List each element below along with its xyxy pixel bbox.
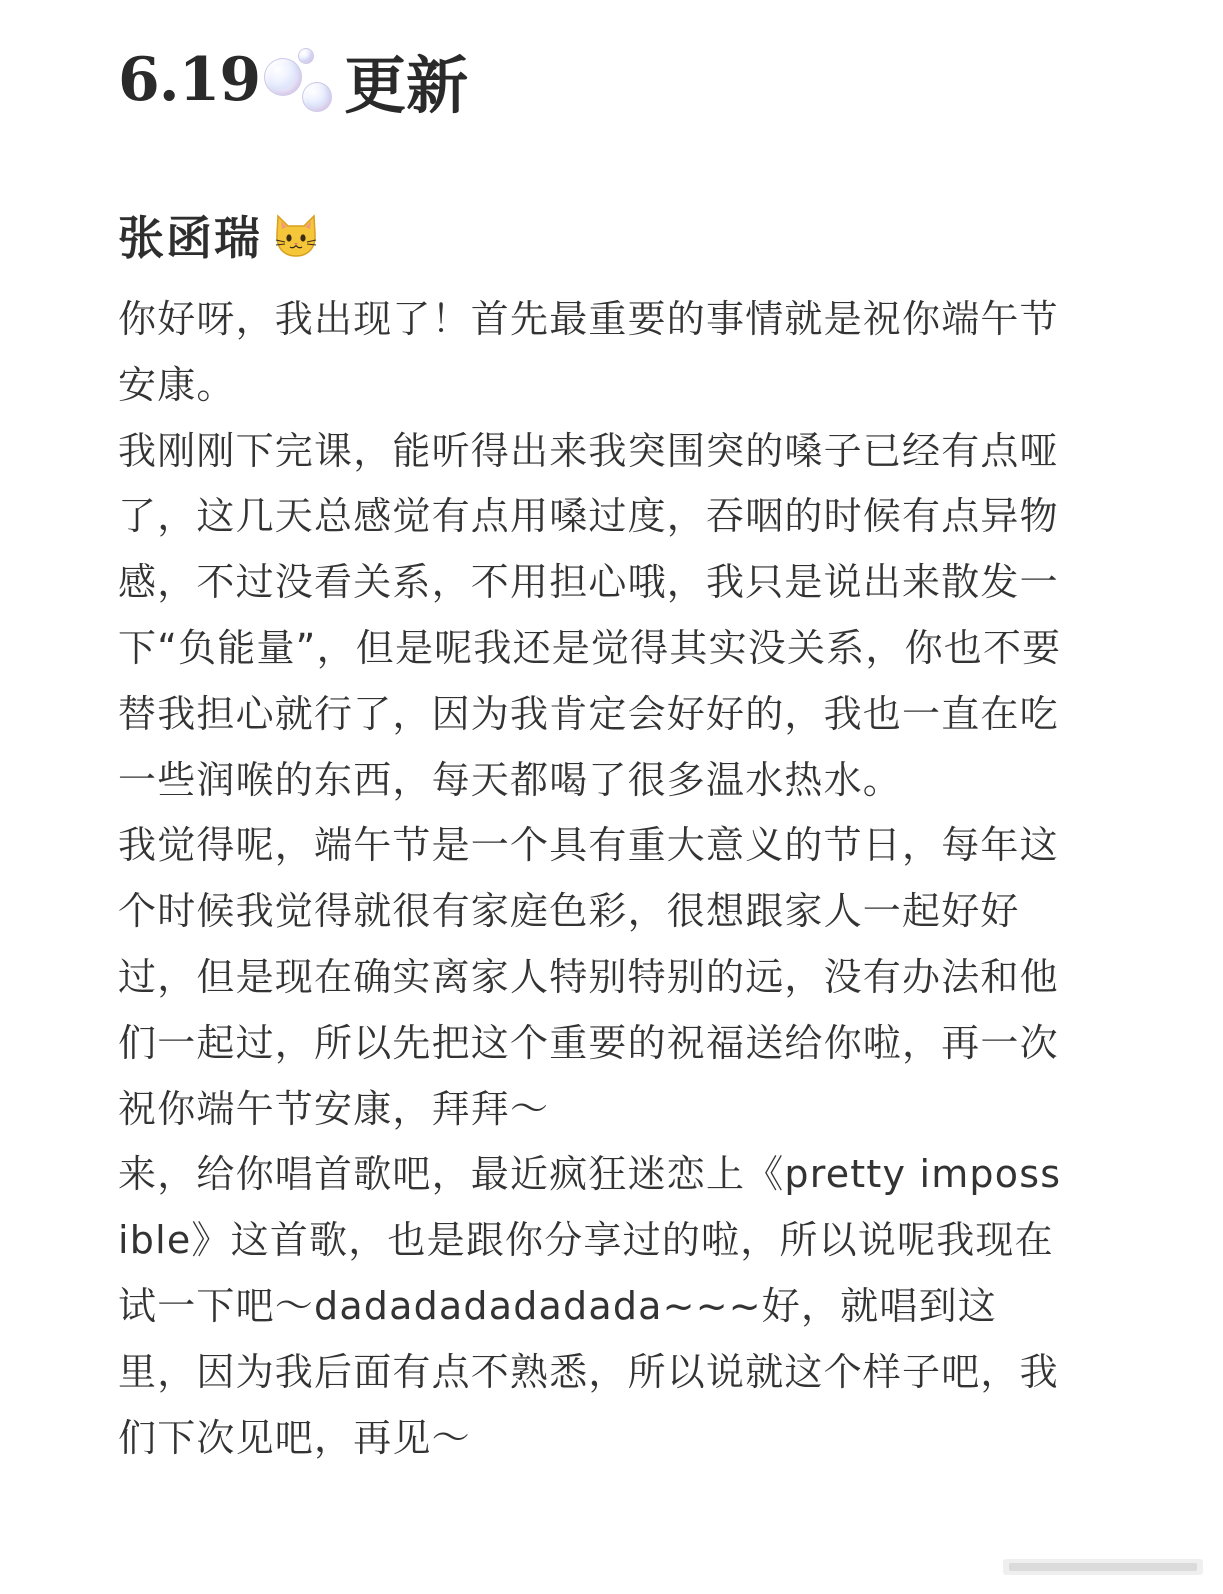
message-paragraph: 你好呀，我出现了！首先最重要的事情就是祝你端午节安康。 — [118, 297, 1059, 407]
message-paragraph: 我觉得呢，端午节是一个具有重大意义的节日，每年这个时候我觉得就很有家庭色彩，很想跟家人一起好好过，但是现在确实离家人特别特别的远，没有办法和他们一起过，所以先把这个重要的祝福送给你啦，再一次祝你端午节安康，拜拜～ — [118, 823, 1059, 1131]
bubbles-icon — [264, 44, 336, 116]
message-paragraph: 来，给你唱首歌吧，最近疯狂迷恋上《pretty impossible》这首歌，也是跟你分享过的啦，所以说呢我现在试一下吧～dadadadadadada~~~好，就唱到这里，因为我后面有点不熟悉，所以说就这个样子吧，我们下次见吧，再见～ — [118, 1152, 1062, 1460]
page-title — [118, 40, 468, 120]
message-body — [118, 287, 1068, 1471]
author-name: 张函瑞 — [118, 211, 262, 265]
cat-face-icon — [272, 212, 320, 258]
update-label: 更新 — [344, 48, 469, 122]
message-paragraph: 我刚刚下完课，能听得出来我突围突的嗓子已经有点哑了，这几天总感觉有点用嗓过度，吞咽的时候有点异物感，不过没看关系，不用担心哦，我只是说出来散发一下“负能量”，但是呢我还是觉得其实没关系，你也不要替我担心就行了，因为我肯定会好好的，我也一直在吃一些润喉的东西，每天都喝了很多温水热水。 — [118, 428, 1062, 802]
author-heading — [118, 200, 320, 270]
watermark-image — [1003, 1556, 1203, 1578]
update-date: 6.19 — [118, 45, 261, 115]
